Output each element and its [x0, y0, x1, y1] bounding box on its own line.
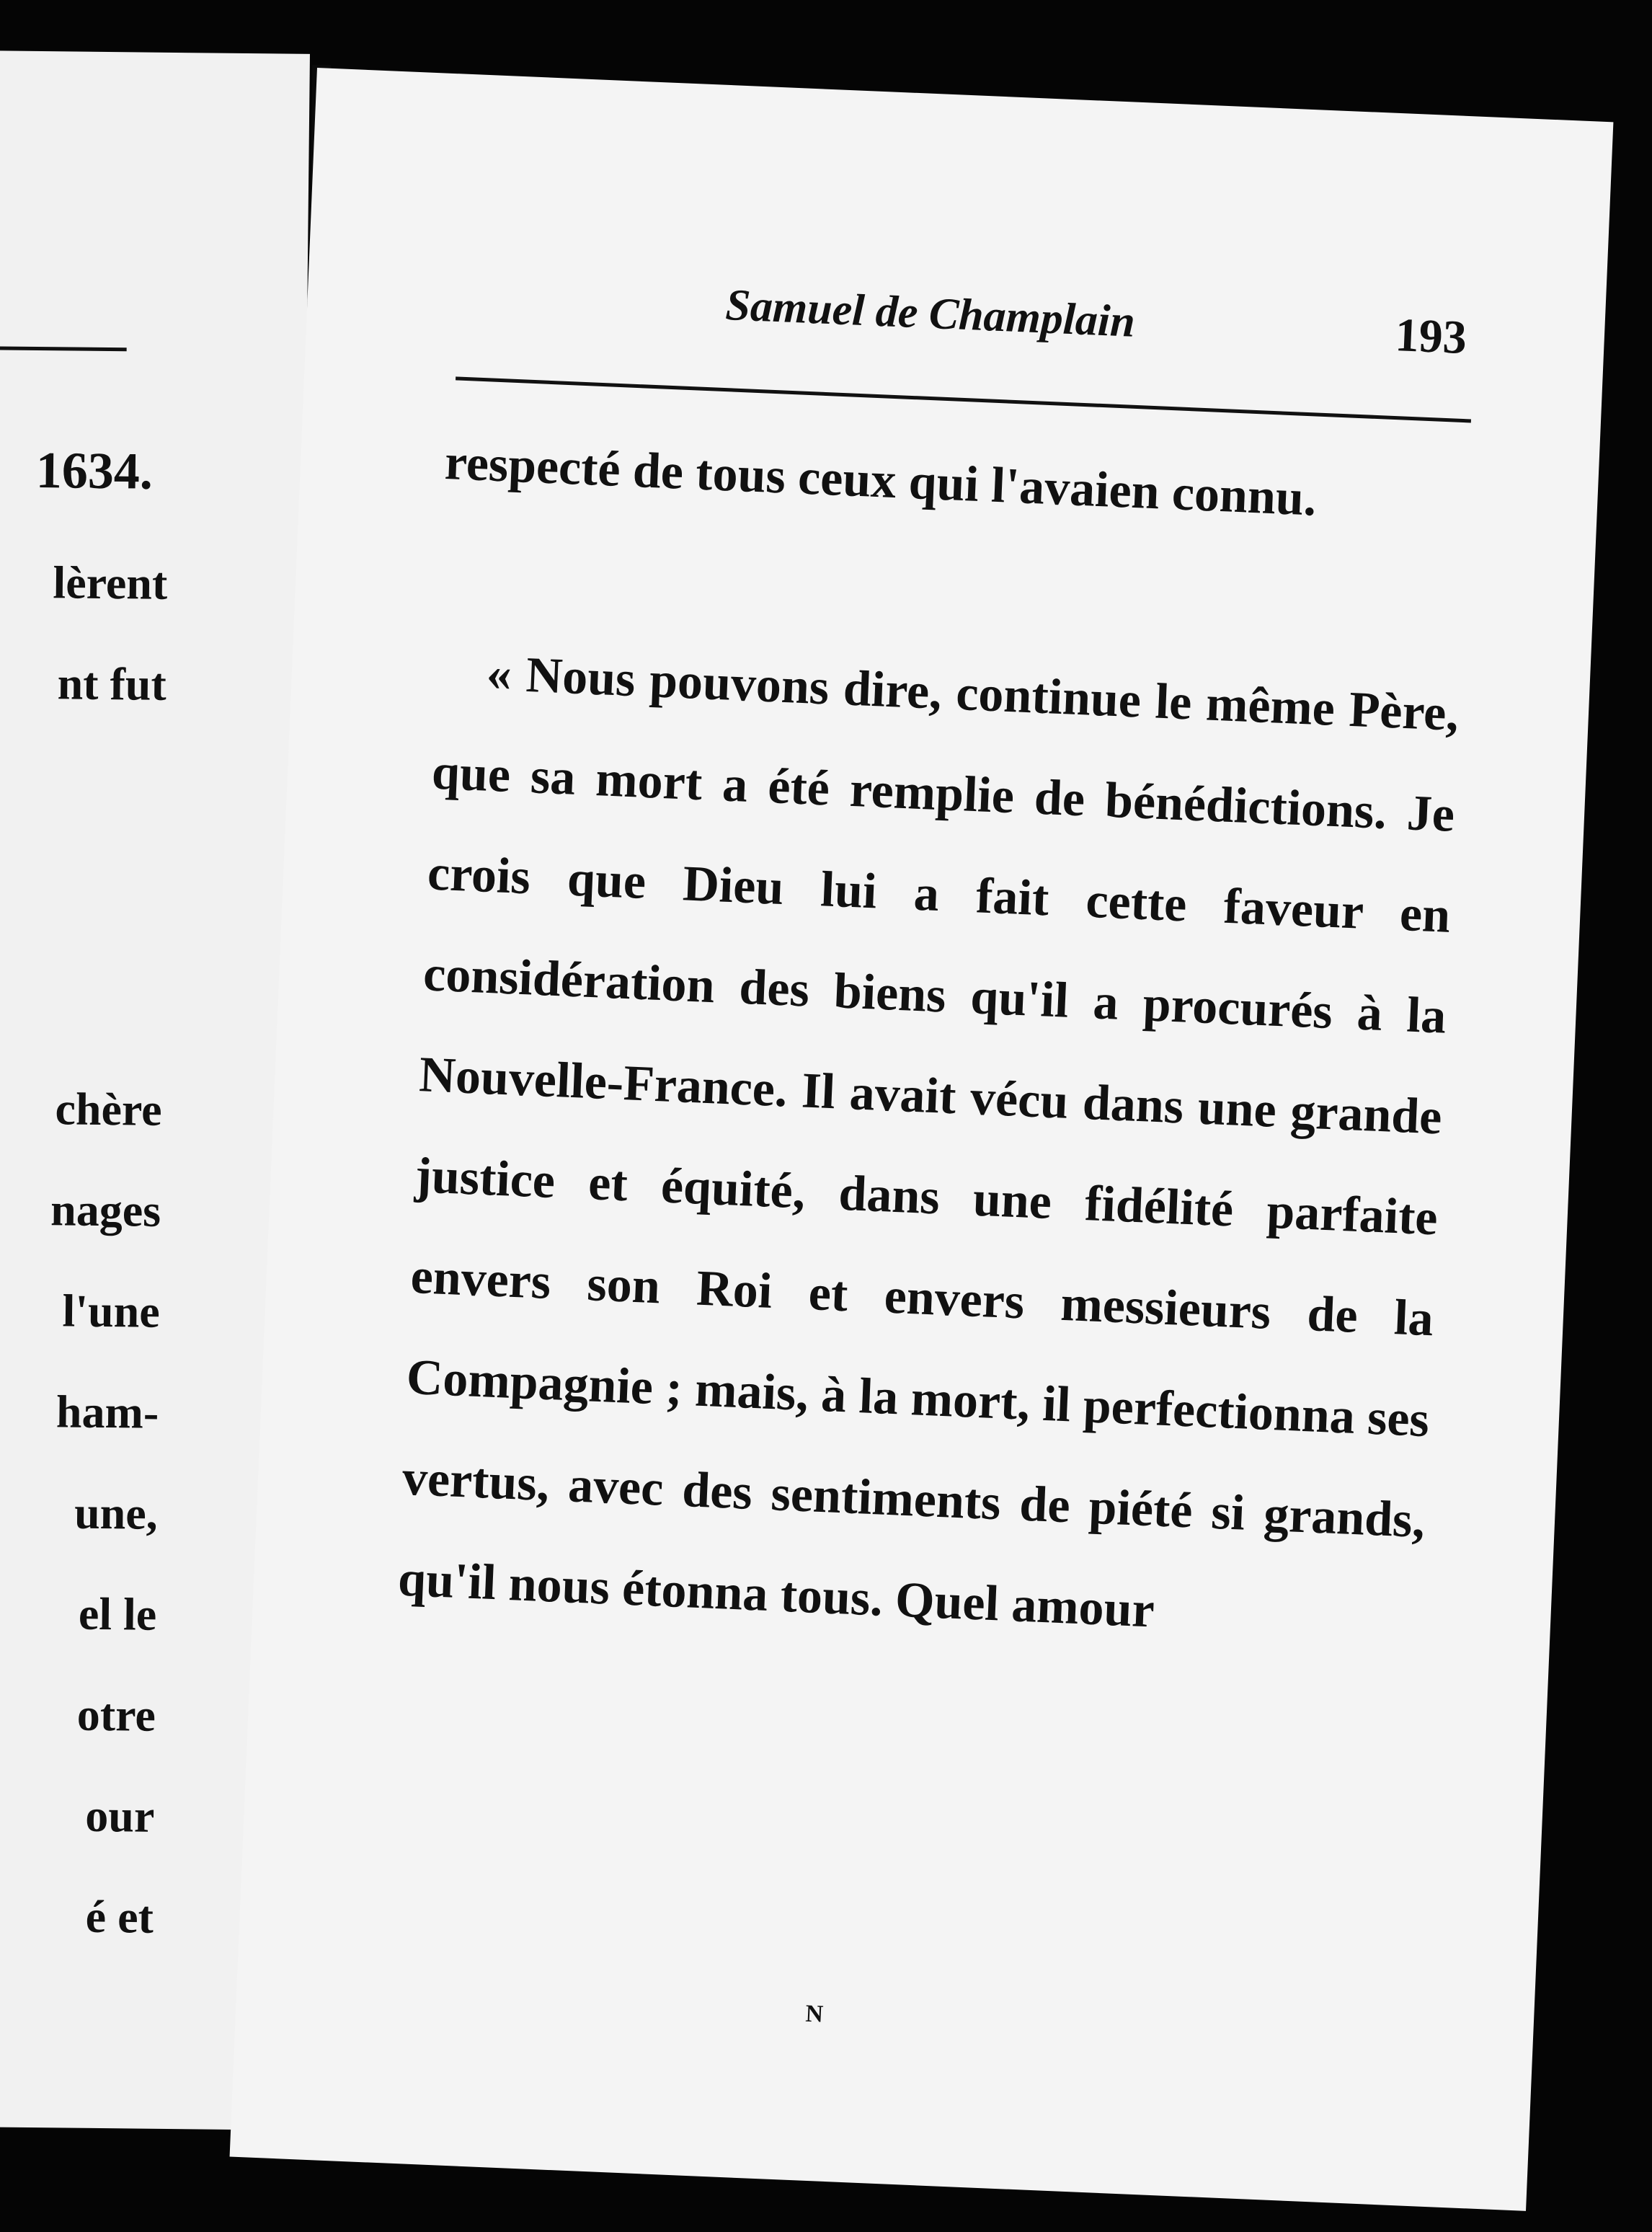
left-header-rule: [0, 346, 127, 351]
left-line-fragment: our: [84, 1789, 155, 1842]
left-page-year: 1634.: [35, 440, 154, 500]
left-line-fragment: nages: [50, 1184, 161, 1236]
page-number: 193: [1394, 308, 1468, 365]
left-line-fragment: lèrent: [53, 557, 168, 609]
quoted-paragraph: « Nous pouvons dire, continue le même Père, que sa mort a été remplie de bénédictions. Je crois que Dieu lui a fait cette faveur en considération des biens qu'il a procurés à la Nouvelle-France. Il avait vécu dans une grande justice et équité, dans une fidélité parfaite envers son Roi et envers messieurs de la Compagnie ; mais, à la mort, il perfectionna ses vertus, avec des sentiments de piété si grands, qu'il nous étonna tous. Quel amour: [396, 645, 1460, 1639]
left-line-fragment: ham-: [55, 1386, 159, 1438]
left-line-fragment: otre: [76, 1688, 156, 1741]
left-line-fragment: chère: [55, 1083, 162, 1135]
header-rule: [456, 376, 1471, 422]
running-header: [457, 254, 1468, 383]
left-line-fragment: une,: [74, 1487, 159, 1539]
left-line-fragment: l'une: [62, 1285, 161, 1337]
right-page: [230, 68, 1614, 2211]
continuation-paragraph: respecté de tous ceux qui l'avaien connu.: [443, 434, 1318, 527]
left-line-fragment: nt fut: [57, 657, 167, 710]
left-line-fragment: é et: [85, 1890, 154, 1943]
left-line-fragment: el le: [78, 1587, 157, 1640]
running-title: Samuel de Champlain: [724, 280, 1137, 347]
body-text: [396, 412, 1470, 1673]
signature-mark: N: [804, 2000, 824, 2028]
